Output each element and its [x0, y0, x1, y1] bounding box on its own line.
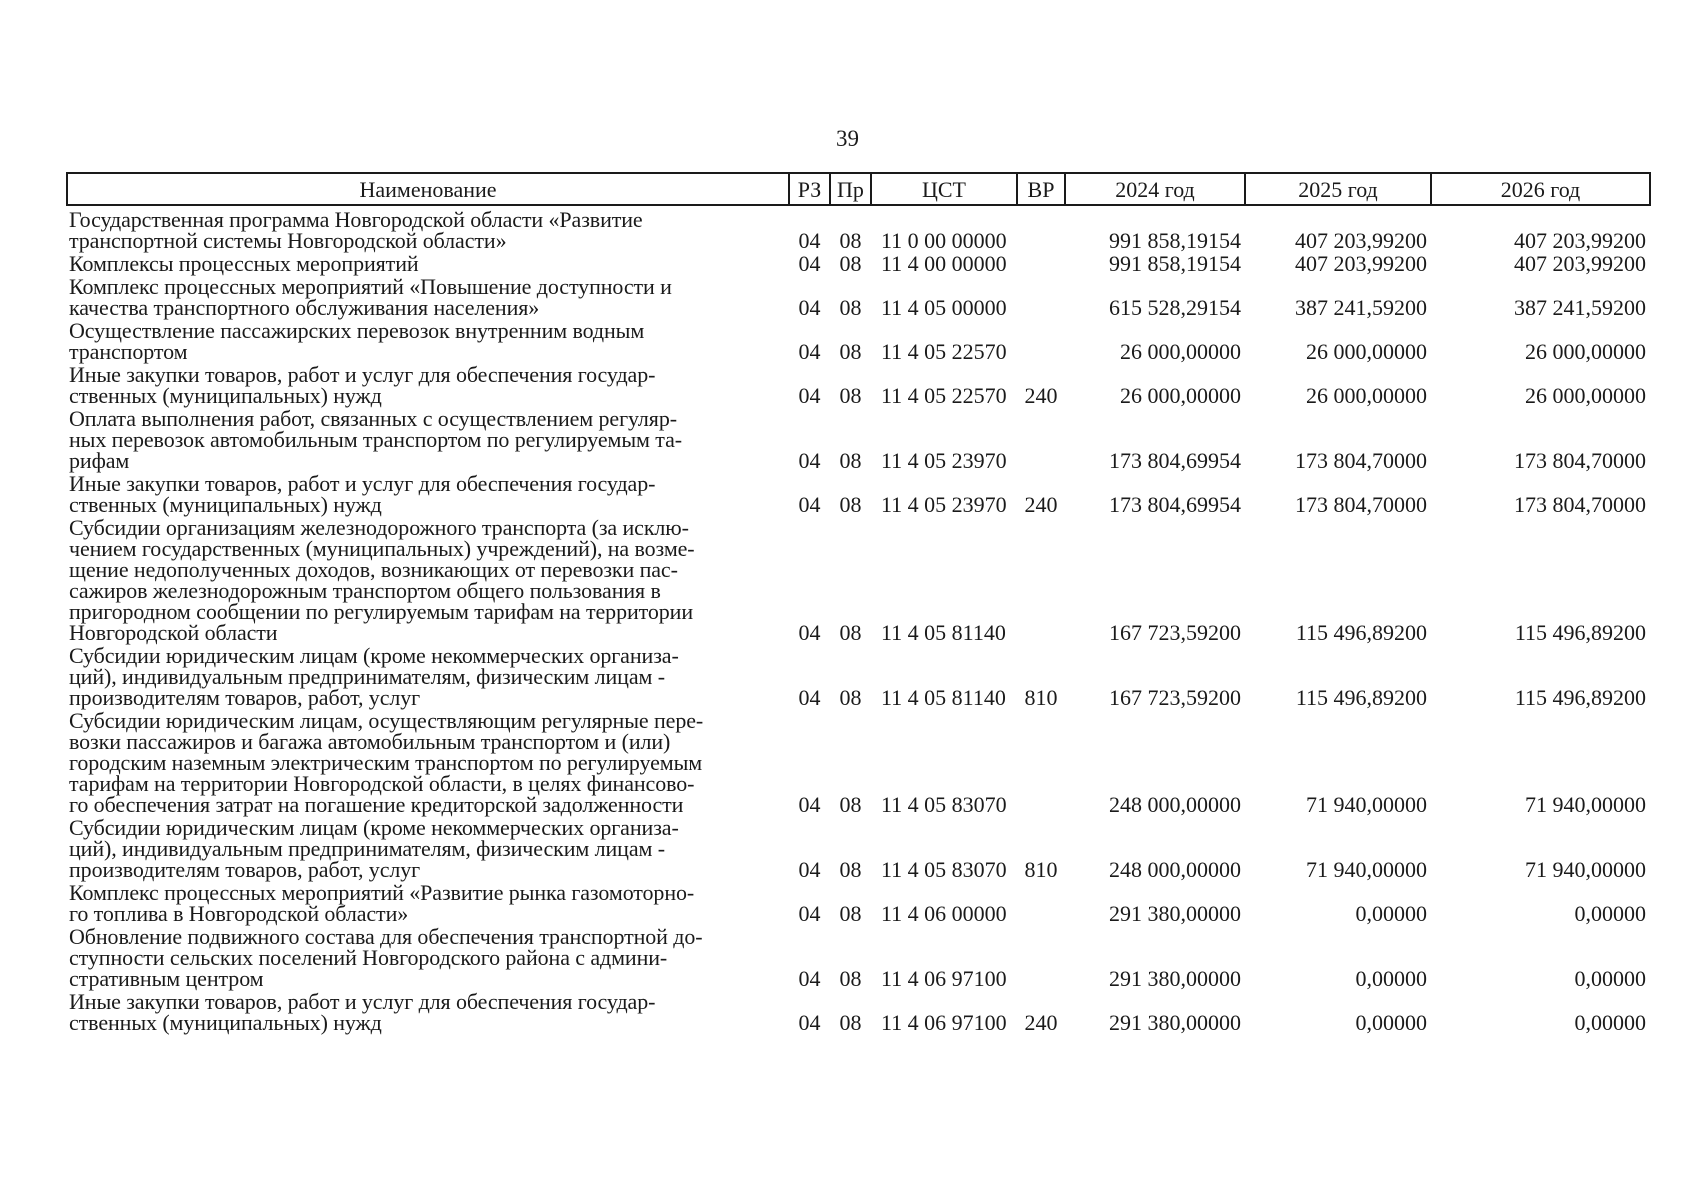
row-rz: 04	[798, 685, 821, 710]
page-number: 39	[836, 126, 859, 151]
row-amount-2026: 407 203,99200	[1514, 251, 1646, 276]
row-vr: 240	[1024, 1010, 1058, 1035]
row-amount-2025: 0,00000	[1355, 901, 1427, 926]
row-rz: 04	[798, 857, 821, 882]
row-name: Субсидии юридическим лицам (кроме некоммерческих организа- ций), индивидуальным предпринимателям, физическим лицам - производителям товаров, работ, услуг	[69, 643, 679, 710]
row-pr: 08	[839, 1010, 862, 1035]
row-amount-2026: 173 804,70000	[1514, 492, 1646, 517]
row-amount-2025: 407 203,99200	[1295, 251, 1427, 276]
row-rz: 04	[798, 492, 821, 517]
row-cst: 11 4 05 81140	[881, 620, 1006, 645]
header-row	[67, 173, 1650, 205]
row-rz: 04	[798, 295, 821, 320]
row-amount-2026: 0,00000	[1574, 966, 1646, 991]
row-name: Обновление подвижного состава для обеспечения транспортной до- ступности сельских поселений Новгородского района с админи- стративным центром	[69, 924, 703, 991]
header-pr: Пр	[830, 173, 871, 205]
table-row	[67, 710, 1650, 817]
row-name: Оплата выполнения работ, связанных с осуществлением регуляр- ных перевозок автомобильным транспортом по регулируемым та- рифам	[69, 406, 682, 473]
row-amount-2024: 26 000,00000	[1120, 383, 1241, 408]
row-rz: 04	[798, 966, 821, 991]
row-name: Комплекс процессных мероприятий «Развитие рынка газомоторно- го топлива в Новгородской области»	[69, 880, 695, 926]
row-amount-2024: 167 723,59200	[1109, 685, 1241, 710]
table-row	[67, 926, 1650, 991]
row-pr: 08	[839, 792, 862, 817]
row-pr: 08	[839, 685, 862, 710]
row-amount-2025: 26 000,00000	[1306, 383, 1427, 408]
table-row	[67, 817, 1650, 882]
row-cst: 11 4 06 97100	[881, 1010, 1007, 1035]
row-rz: 04	[798, 228, 821, 253]
row-pr: 08	[839, 383, 862, 408]
row-amount-2025: 0,00000	[1355, 966, 1427, 991]
row-name: Субсидии юридическим лицам, осуществляющим регулярные пере- возки пассажиров и багажа автомобильным транспортом и (или) городским наземным электрическим транспортом по регулируемым тарифам на территории Новгородской области, в целях финансово- го обеспечения затрат на погашение кредиторской задолженности	[69, 708, 704, 817]
header-2025: 2025 год	[1245, 173, 1431, 205]
row-amount-2026: 115 496,89200	[1514, 620, 1646, 645]
row-name: Субсидии юридическим лицам (кроме некоммерческих организа- ций), индивидуальным предпринимателям, физическим лицам - производителям товаров, работ, услуг	[69, 815, 679, 882]
row-amount-2026: 26 000,00000	[1525, 339, 1646, 364]
row-vr	[1017, 276, 1065, 320]
row-vr: 240	[1024, 383, 1058, 408]
row-amount-2024: 291 380,00000	[1109, 1010, 1241, 1035]
row-amount-2025: 115 496,89200	[1295, 685, 1427, 710]
row-vr: 240	[1024, 492, 1058, 517]
row-pr: 08	[839, 492, 862, 517]
row-cst: 11 4 05 23970	[881, 492, 1007, 517]
row-name: Осуществление пассажирских перевозок внутренним водным транспортом	[69, 318, 645, 364]
row-vr	[1017, 882, 1065, 926]
row-cst: 11 4 06 97100	[881, 966, 1007, 991]
row-pr: 08	[839, 339, 862, 364]
row-cst: 11 4 05 22570	[881, 339, 1007, 364]
row-name: Иные закупки товаров, работ и услуг для обеспечения государ- ственных (муниципальных) нужд	[69, 471, 656, 517]
row-vr: 810	[1024, 857, 1058, 882]
row-amount-2026: 71 940,00000	[1525, 792, 1646, 817]
row-amount-2026: 0,00000	[1574, 901, 1646, 926]
table-row	[67, 408, 1650, 473]
row-amount-2025: 407 203,99200	[1295, 228, 1427, 253]
row-name: Комплекс процессных мероприятий «Повышение доступности и качества транспортного обслуживания населения»	[69, 274, 672, 320]
row-cst: 11 4 05 81140	[881, 685, 1006, 710]
row-pr: 08	[839, 228, 862, 253]
row-amount-2026: 173 804,70000	[1514, 448, 1646, 473]
row-amount-2024: 248 000,00000	[1109, 857, 1241, 882]
row-amount-2024: 991 858,19154	[1109, 251, 1241, 276]
row-amount-2026: 71 940,00000	[1525, 857, 1646, 882]
row-cst: 11 4 05 00000	[881, 295, 1007, 320]
row-pr: 08	[839, 295, 862, 320]
row-pr: 08	[839, 966, 862, 991]
table-row	[67, 473, 1650, 517]
row-rz: 04	[798, 1010, 821, 1035]
row-vr	[1017, 253, 1065, 276]
row-amount-2025: 71 940,00000	[1306, 792, 1427, 817]
row-rz: 04	[798, 620, 821, 645]
row-cst: 11 4 05 83070	[881, 792, 1007, 817]
row-amount-2026: 26 000,00000	[1525, 383, 1646, 408]
row-amount-2026: 0,00000	[1574, 1010, 1646, 1035]
row-vr	[1017, 320, 1065, 364]
table-row	[67, 364, 1650, 408]
row-pr: 08	[839, 448, 862, 473]
header-2026: 2026 год	[1431, 173, 1650, 205]
row-rz: 04	[798, 251, 821, 276]
row-amount-2026: 387 241,59200	[1514, 295, 1646, 320]
row-amount-2025: 26 000,00000	[1306, 339, 1427, 364]
row-pr: 08	[839, 901, 862, 926]
table-row	[67, 320, 1650, 364]
row-vr: 810	[1024, 685, 1058, 710]
row-amount-2024: 291 380,00000	[1109, 966, 1241, 991]
row-pr: 08	[839, 620, 862, 645]
row-vr	[1017, 710, 1065, 817]
header-2024: 2024 год	[1065, 173, 1245, 205]
header-cst: ЦСТ	[871, 173, 1017, 205]
row-name: Комплексы процессных мероприятий	[69, 251, 419, 276]
row-amount-2025: 387 241,59200	[1295, 295, 1427, 320]
row-amount-2024: 173 804,69954	[1109, 448, 1241, 473]
row-amount-2024: 291 380,00000	[1109, 901, 1241, 926]
row-amount-2024: 173 804,69954	[1109, 492, 1241, 517]
row-amount-2024: 26 000,00000	[1120, 339, 1241, 364]
row-vr	[1017, 926, 1065, 991]
table-row	[67, 276, 1650, 320]
table-row	[67, 205, 1650, 253]
table-row	[67, 882, 1650, 926]
table-row	[67, 991, 1650, 1035]
header-name: Наименование	[67, 173, 789, 205]
row-amount-2025: 173 804,70000	[1295, 448, 1427, 473]
row-amount-2025: 71 940,00000	[1306, 857, 1427, 882]
row-cst: 11 4 06 00000	[881, 901, 1007, 926]
header-vr: ВР	[1017, 173, 1065, 205]
header-rz: РЗ	[789, 173, 830, 205]
row-name: Субсидии организациям железнодорожного транспорта (за исклю- чением государственных (муниципальных) учреждений), на возме- щение недополученных доходов, возникающих от перевозки пас- сажиров железнодорожным транспортом общего пользования в пригородном сообщении по регулируемым тарифам на территории Новгородской области	[69, 515, 695, 645]
row-name: Иные закупки товаров, работ и услуг для обеспечения государ- ственных (муниципальных) нужд	[69, 989, 656, 1035]
row-rz: 04	[798, 339, 821, 364]
budget-table	[66, 172, 1651, 1035]
table-header	[67, 173, 1650, 205]
row-vr	[1017, 517, 1065, 645]
row-rz: 04	[798, 448, 821, 473]
row-vr	[1017, 408, 1065, 473]
row-amount-2026: 407 203,99200	[1514, 228, 1646, 253]
row-rz: 04	[798, 792, 821, 817]
row-amount-2025: 0,00000	[1355, 1010, 1427, 1035]
table-row	[67, 517, 1650, 645]
row-cst: 11 4 00 00000	[881, 251, 1007, 276]
row-vr	[1017, 205, 1065, 253]
row-pr: 08	[839, 857, 862, 882]
row-amount-2026: 115 496,89200	[1514, 685, 1646, 710]
table-row	[67, 645, 1650, 710]
row-amount-2024: 615 528,29154	[1109, 295, 1241, 320]
row-amount-2024: 248 000,00000	[1109, 792, 1241, 817]
row-cst: 11 4 05 83070	[881, 857, 1007, 882]
row-pr: 08	[839, 251, 862, 276]
row-rz: 04	[798, 901, 821, 926]
row-cst: 11 0 00 00000	[881, 228, 1007, 253]
row-amount-2025: 173 804,70000	[1295, 492, 1427, 517]
row-cst: 11 4 05 22570	[881, 383, 1007, 408]
row-amount-2024: 991 858,19154	[1109, 228, 1241, 253]
row-name: Государственная программа Новгородской области «Развитие транспортной системы Новгородской области»	[69, 207, 643, 253]
row-amount-2025: 115 496,89200	[1295, 620, 1427, 645]
row-amount-2024: 167 723,59200	[1109, 620, 1241, 645]
table-row	[67, 253, 1650, 276]
table-body	[67, 205, 1650, 1035]
row-cst: 11 4 05 23970	[881, 448, 1007, 473]
row-name: Иные закупки товаров, работ и услуг для обеспечения государ- ственных (муниципальных) нужд	[69, 362, 656, 408]
row-rz: 04	[798, 383, 821, 408]
